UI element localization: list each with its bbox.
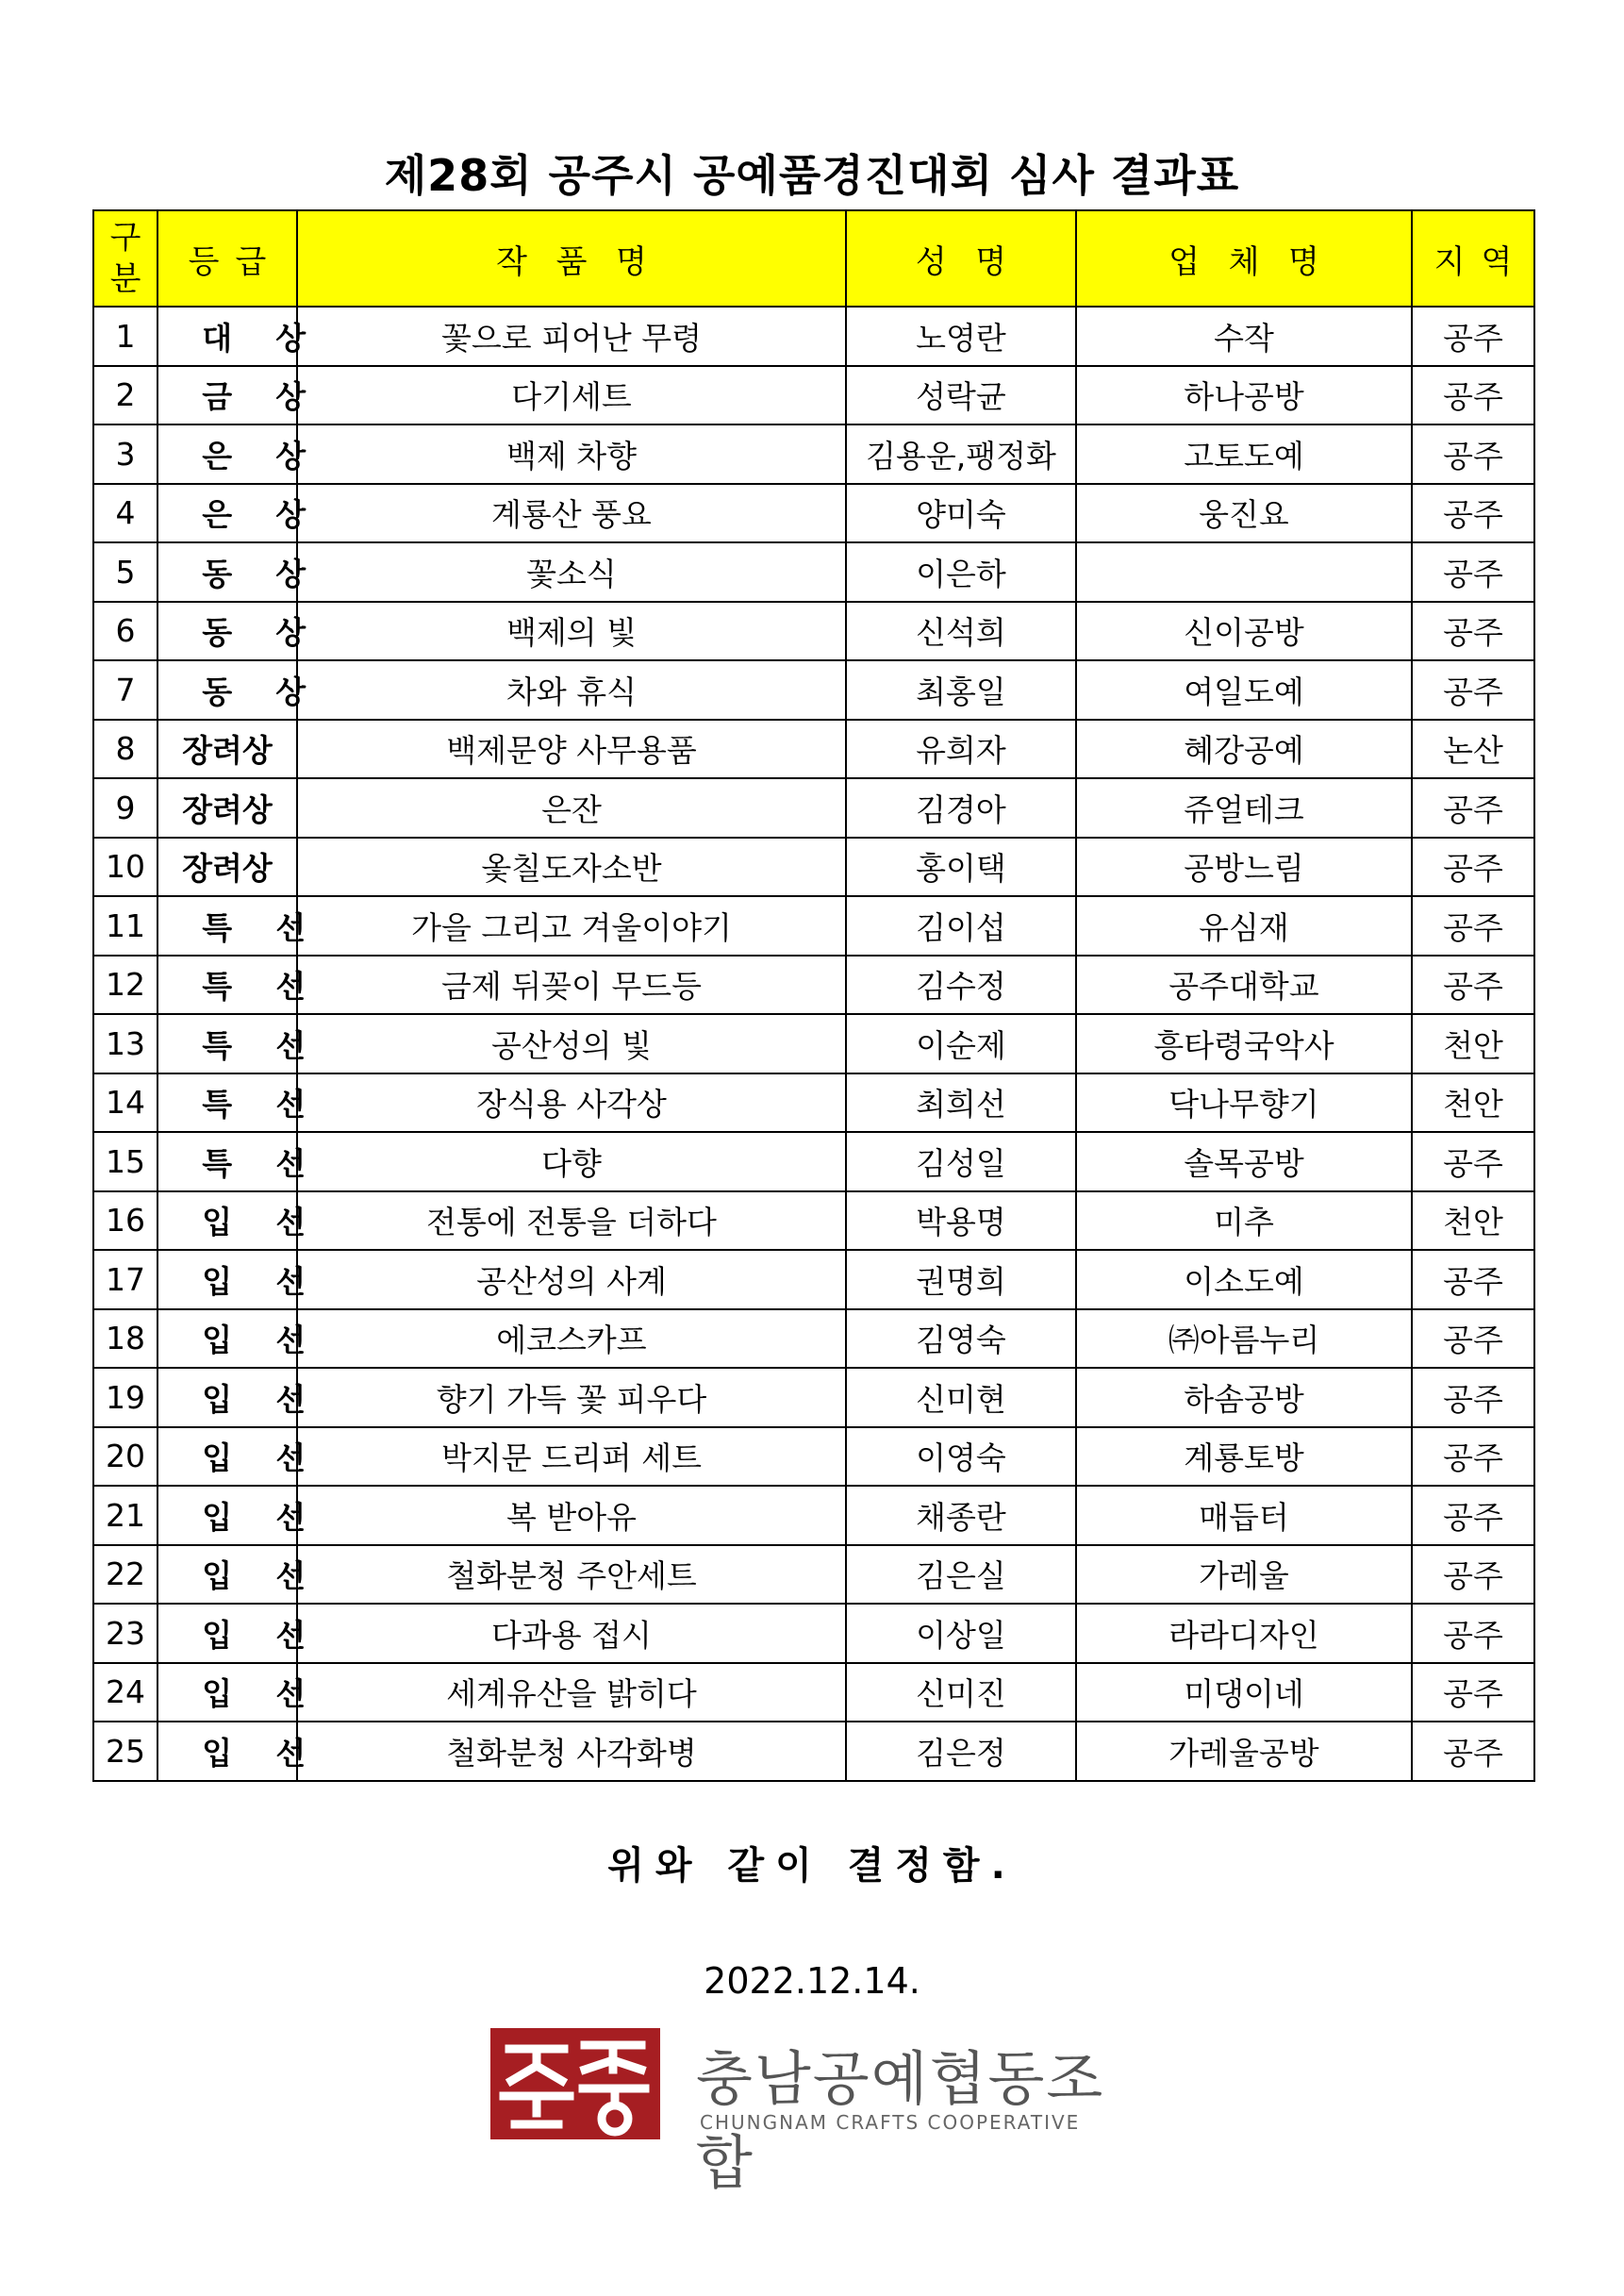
- table-row: [93, 1545, 1534, 1605]
- row-work-title: 향기 가득 꽃 피우다: [297, 1368, 846, 1427]
- row-grade: 입선: [157, 1191, 297, 1251]
- row-work-title: 다과용 접시: [297, 1604, 846, 1663]
- row-company: 미댕이네: [1076, 1663, 1412, 1722]
- row-work-title: 전통에 전통을 더하다: [297, 1191, 846, 1251]
- row-artist-name: 김은실: [846, 1545, 1076, 1605]
- row-number: 18: [93, 1309, 157, 1369]
- row-artist-name: 이은하: [846, 542, 1076, 602]
- row-artist-name: 홍이택: [846, 838, 1076, 897]
- row-region: 공주: [1412, 1368, 1534, 1427]
- row-artist-name: 김경아: [846, 778, 1076, 838]
- row-artist-name: 최희선: [846, 1073, 1076, 1133]
- row-number: 15: [93, 1132, 157, 1191]
- row-number: 14: [93, 1073, 157, 1133]
- table-row: [93, 1663, 1534, 1722]
- header-region: 지역: [1412, 210, 1534, 307]
- table-row: [93, 1486, 1534, 1545]
- table-row: [93, 838, 1534, 897]
- organization-logo: [490, 2028, 1132, 2197]
- row-region: 공주: [1412, 838, 1534, 897]
- row-region: 공주: [1412, 1545, 1534, 1605]
- row-company: 솔목공방: [1076, 1132, 1412, 1191]
- row-number: 3: [93, 424, 157, 484]
- row-artist-name: 김성일: [846, 1132, 1076, 1191]
- table-row: [93, 424, 1534, 484]
- row-company: 여일도예: [1076, 660, 1412, 720]
- row-work-title: 공산성의 빛: [297, 1014, 846, 1073]
- chungnam-crafts-logo-mark-icon: [490, 2028, 660, 2139]
- header-num-top: 구: [109, 219, 141, 257]
- row-company: 고토도예: [1076, 424, 1412, 484]
- row-region: 공주: [1412, 484, 1534, 543]
- row-grade: 금상: [157, 366, 297, 425]
- row-grade: 특선: [157, 956, 297, 1015]
- header-work: 작품명: [297, 210, 846, 307]
- row-work-title: 다향: [297, 1132, 846, 1191]
- row-artist-name: 박용명: [846, 1191, 1076, 1251]
- row-artist-name: 김수정: [846, 956, 1076, 1015]
- table-row: [93, 778, 1534, 838]
- row-region: 공주: [1412, 1486, 1534, 1545]
- table-row: [93, 1722, 1534, 1781]
- row-company: 매듭터: [1076, 1486, 1412, 1545]
- row-work-title: 금제 뒤꽂이 무드등: [297, 956, 846, 1015]
- row-company: 쥬얼테크: [1076, 778, 1412, 838]
- table-row: [93, 1427, 1534, 1487]
- table-row: [93, 1191, 1534, 1251]
- row-work-title: 백제 차향: [297, 424, 846, 484]
- row-work-title: 세계유산을 밝히다: [297, 1663, 846, 1722]
- table-row: [93, 1309, 1534, 1369]
- row-number: 13: [93, 1014, 157, 1073]
- row-number: 23: [93, 1604, 157, 1663]
- row-number: 21: [93, 1486, 157, 1545]
- header-company: 업체명: [1076, 210, 1412, 307]
- row-region: 공주: [1412, 956, 1534, 1015]
- row-number: 6: [93, 602, 157, 661]
- row-grade: 대상: [157, 307, 297, 366]
- table-row: [93, 1132, 1534, 1191]
- row-grade: 특선: [157, 1014, 297, 1073]
- row-grade: 장려상: [157, 720, 297, 779]
- table-row: [93, 307, 1534, 366]
- row-work-title: 옻칠도자소반: [297, 838, 846, 897]
- row-work-title: 장식용 사각상: [297, 1073, 846, 1133]
- organization-name: 충남공예협동조합: [696, 2044, 1105, 2197]
- row-region: 공주: [1412, 602, 1534, 661]
- row-number: 9: [93, 778, 157, 838]
- row-region: 공주: [1412, 1722, 1534, 1781]
- table-row: [93, 484, 1534, 543]
- row-region: 천안: [1412, 1191, 1534, 1251]
- row-grade: 입선: [157, 1663, 297, 1722]
- row-artist-name: 김은정: [846, 1722, 1076, 1781]
- row-artist-name: 김이섭: [846, 896, 1076, 956]
- row-artist-name: 이순제: [846, 1014, 1076, 1073]
- row-region: 공주: [1412, 542, 1534, 602]
- row-company: 라라디자인: [1076, 1604, 1412, 1663]
- row-region: 공주: [1412, 1427, 1534, 1487]
- row-region: 공주: [1412, 1132, 1534, 1191]
- row-grade: 동상: [157, 542, 297, 602]
- row-region: 공주: [1412, 1250, 1534, 1309]
- row-number: 7: [93, 660, 157, 720]
- row-number: 12: [93, 956, 157, 1015]
- row-number: 17: [93, 1250, 157, 1309]
- row-number: 5: [93, 542, 157, 602]
- row-number: 20: [93, 1427, 157, 1487]
- row-work-title: 백제의 빛: [297, 602, 846, 661]
- row-grade: 입선: [157, 1486, 297, 1545]
- row-grade: 은상: [157, 424, 297, 484]
- table-row: [93, 660, 1534, 720]
- row-company: 하나공방: [1076, 366, 1412, 425]
- row-artist-name: 신석희: [846, 602, 1076, 661]
- row-number: 2: [93, 366, 157, 425]
- row-artist-name: 양미숙: [846, 484, 1076, 543]
- row-artist-name: 이상일: [846, 1604, 1076, 1663]
- row-company: 공방느림: [1076, 838, 1412, 897]
- row-grade: 입선: [157, 1427, 297, 1487]
- row-region: 천안: [1412, 1073, 1534, 1133]
- row-work-title: 차와 휴식: [297, 660, 846, 720]
- row-artist-name: 권명희: [846, 1250, 1076, 1309]
- row-grade: 입선: [157, 1722, 297, 1781]
- table-row: [93, 956, 1534, 1015]
- row-number: 4: [93, 484, 157, 543]
- row-work-title: 에코스카프: [297, 1309, 846, 1369]
- row-artist-name: 김영숙: [846, 1309, 1076, 1369]
- row-company: 혜강공예: [1076, 720, 1412, 779]
- row-company: 유심재: [1076, 896, 1412, 956]
- table-body: [93, 307, 1534, 1781]
- row-grade: 입선: [157, 1604, 297, 1663]
- table-row: [93, 1604, 1534, 1663]
- row-company: [1076, 542, 1412, 602]
- row-company: 신이공방: [1076, 602, 1412, 661]
- table-row: [93, 1073, 1534, 1133]
- row-grade: 입선: [157, 1250, 297, 1309]
- row-grade: 동상: [157, 602, 297, 661]
- row-number: 1: [93, 307, 157, 366]
- row-number: 25: [93, 1722, 157, 1781]
- decision-text: 위와 같이 결정함.: [607, 1844, 1017, 1888]
- table-row: [93, 1368, 1534, 1427]
- header-num: [93, 210, 157, 307]
- row-region: 공주: [1412, 424, 1534, 484]
- row-work-title: 은잔: [297, 778, 846, 838]
- row-region: 공주: [1412, 660, 1534, 720]
- table-row: [93, 542, 1534, 602]
- row-artist-name: 이영숙: [846, 1427, 1076, 1487]
- row-company: 웅진요: [1076, 484, 1412, 543]
- row-region: 공주: [1412, 1604, 1534, 1663]
- row-artist-name: 성락균: [846, 366, 1076, 425]
- row-work-title: 박지문 드리퍼 세트: [297, 1427, 846, 1487]
- row-grade: 특선: [157, 896, 297, 956]
- row-work-title: 다기세트: [297, 366, 846, 425]
- row-work-title: 복 받아유: [297, 1486, 846, 1545]
- row-grade: 동상: [157, 660, 297, 720]
- row-artist-name: 신미진: [846, 1663, 1076, 1722]
- row-grade: 특선: [157, 1132, 297, 1191]
- row-number: 11: [93, 896, 157, 956]
- table-row: [93, 896, 1534, 956]
- row-number: 8: [93, 720, 157, 779]
- row-region: 공주: [1412, 1663, 1534, 1722]
- date-text: 2022.12.14.: [704, 1960, 920, 2002]
- row-work-title: 백제문양 사무용품: [297, 720, 846, 779]
- row-work-title: 계룡산 풍요: [297, 484, 846, 543]
- row-work-title: 가을 그리고 겨울이야기: [297, 896, 846, 956]
- page-title: 제28회 공주시 공예품경진대회 심사 결과표: [384, 150, 1240, 201]
- row-number: 16: [93, 1191, 157, 1251]
- row-artist-name: 노영란: [846, 307, 1076, 366]
- row-work-title: 공산성의 사계: [297, 1250, 846, 1309]
- row-region: 공주: [1412, 896, 1534, 956]
- row-company: 계룡토방: [1076, 1427, 1412, 1487]
- row-region: 공주: [1412, 366, 1534, 425]
- results-table: [92, 209, 1535, 1782]
- row-company: 닥나무향기: [1076, 1073, 1412, 1133]
- row-number: 19: [93, 1368, 157, 1427]
- row-artist-name: 신미현: [846, 1368, 1076, 1427]
- table-row: [93, 720, 1534, 779]
- row-work-title: 꽃소식: [297, 542, 846, 602]
- row-grade: 장려상: [157, 778, 297, 838]
- row-grade: 입선: [157, 1545, 297, 1605]
- row-number: 24: [93, 1663, 157, 1722]
- row-company: 가레울: [1076, 1545, 1412, 1605]
- table-row: [93, 602, 1534, 661]
- row-region: 공주: [1412, 307, 1534, 366]
- table-row: [93, 366, 1534, 425]
- row-number: 10: [93, 838, 157, 897]
- row-work-title: 철화분청 사각화병: [297, 1722, 846, 1781]
- row-grade: 특선: [157, 1073, 297, 1133]
- row-artist-name: 유희자: [846, 720, 1076, 779]
- row-region: 천안: [1412, 1014, 1534, 1073]
- row-company: 이소도예: [1076, 1250, 1412, 1309]
- row-company: 미추: [1076, 1191, 1412, 1251]
- table-row: [93, 1014, 1534, 1073]
- table-header-row: [93, 210, 1534, 307]
- row-grade: 입선: [157, 1368, 297, 1427]
- row-grade: 입선: [157, 1309, 297, 1369]
- row-artist-name: 김용운,팽정화: [846, 424, 1076, 484]
- header-num-bottom: 분: [109, 260, 141, 298]
- header-name: 성명: [846, 210, 1076, 307]
- row-artist-name: 채종란: [846, 1486, 1076, 1545]
- header-grade: 등급: [157, 210, 297, 307]
- row-region: 논산: [1412, 720, 1534, 779]
- row-number: 22: [93, 1545, 157, 1605]
- row-artist-name: 최홍일: [846, 660, 1076, 720]
- organization-subtitle: CHUNGNAM CRAFTS COOPERATIVE: [700, 2111, 1081, 2134]
- row-company: 하솜공방: [1076, 1368, 1412, 1427]
- row-company: ㈜아름누리: [1076, 1309, 1412, 1369]
- row-company: 수작: [1076, 307, 1412, 366]
- row-company: 흥타령국악사: [1076, 1014, 1412, 1073]
- row-region: 공주: [1412, 778, 1534, 838]
- row-company: 공주대학교: [1076, 956, 1412, 1015]
- row-work-title: 꽃으로 피어난 무령: [297, 307, 846, 366]
- row-grade: 장려상: [157, 838, 297, 897]
- row-company: 가레울공방: [1076, 1722, 1412, 1781]
- table-row: [93, 1250, 1534, 1309]
- row-grade: 은상: [157, 484, 297, 543]
- row-region: 공주: [1412, 1309, 1534, 1369]
- row-work-title: 철화분청 주안세트: [297, 1545, 846, 1605]
